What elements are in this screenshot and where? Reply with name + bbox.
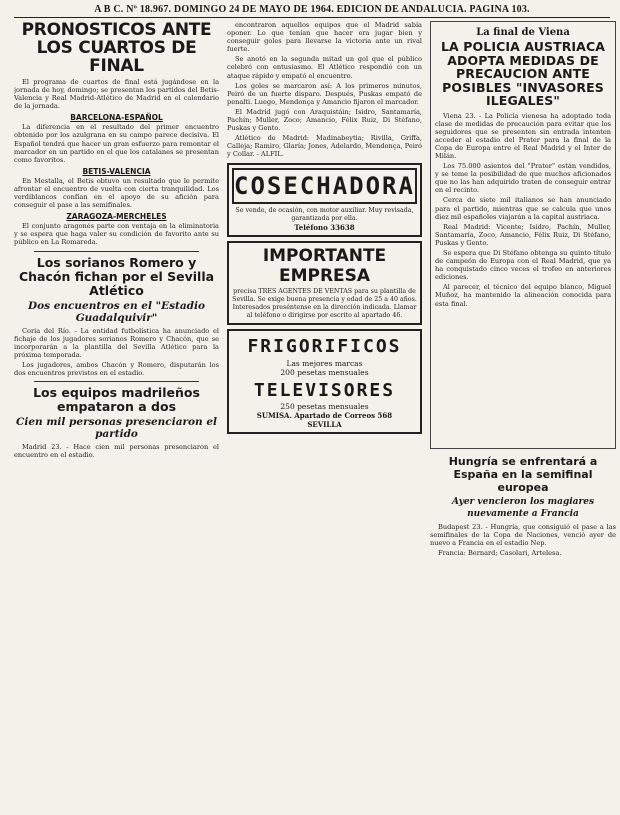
- ad-importante-empresa: [227, 241, 422, 325]
- ad-frigorificos: [227, 329, 422, 434]
- article-text: Al parecer, el técnico del equipo blanco, Miguel Muñoz, ha mantenido la alineación conocida para esta final.: [435, 283, 611, 308]
- headline-madrilenos: Los equipos madrileños empataron a dos: [33, 385, 200, 415]
- article-text: Real Madrid: Vicente; Isidro, Pachín, Muller, Santamaría, Zoco, Amancio, Félix Ruiz, Di Stéfano, Puskas y Gento.: [435, 222, 611, 247]
- column-middle: [227, 21, 422, 801]
- ad-tv-line1: 250 pesetas mensuales: [280, 401, 369, 411]
- ad-empresa-title: IMPORTANTE EMPRESA: [262, 245, 387, 286]
- headline-pronosticos: PRONOSTICOS ANTE LOS CUARTOS DE FINAL: [21, 21, 212, 76]
- article-text: Atlético de Madrid: Madinabeytia; Rivilla, Griffa, Calleja; Ramiro, Glaría; Jones, Adelardo, Mendonça, Peiró y Collar. - ALFIL.: [227, 134, 422, 159]
- subheadline-estadio: Dos encuentros en el "Estadio Guadalquivir": [28, 299, 205, 324]
- article-text: El conjunto aragonés parte con ventaja en la eliminatoria y se espera que haga valer su condición de favorito ante su público en La Romareda.: [14, 222, 219, 247]
- article-text: Los 75.000 asientos del "Prater" están vendidos, y se teme la posibilidad de que muchos aficionados que no las han adquirido traten de conseguir entrar en el recinto.: [435, 162, 611, 195]
- ad-cosechadora-text: Se vende, de ocasión, con motor auxiliar. Muy revisada, garantizada por ella.: [235, 206, 414, 222]
- ad-cosechadora-phone: Teléfono 33638: [294, 222, 355, 232]
- headline-hungria: Hungría se enfrentará a España en la semifinal europea: [448, 455, 598, 494]
- article-text: Cerca de siete mil italianos se han anunciado para el partido, mientras que se calcula que unos diez mil españoles viajarán a la capital austriaca.: [435, 196, 611, 221]
- article-text: Viena 23. - La Policía vienesa ha adoptado toda clase de medidas de precaución para evitar que los seguidores que se presenten sin entrada intenten acceder al estadio del Prater para la final de la Copa de Europa entre el Real Madrid y el Inter de Milán.: [435, 111, 611, 160]
- column-right: [430, 21, 616, 801]
- ad-tv-line2: SUMISA. Apartado de Correos 568: [256, 410, 393, 420]
- column-left: [14, 21, 219, 801]
- ad-tv-city: SEVILLA: [307, 419, 342, 429]
- article-text: El programa de cuartos de final está jugándose en la jornada de hoy, domingo; se presentan los partidos del Betis-Valencia y Real Madrid-Atlético de Madrid en el calendario de la jornada.: [14, 78, 219, 111]
- section-subhead: ZARAGOZA-MERCHELES: [66, 212, 167, 222]
- article-text: Los jugadores, ambos Chacón y Romero, disputarán los dos encuentros previstos en el estadio.: [14, 360, 219, 377]
- divider: [34, 251, 199, 252]
- article-text: El Madrid jugó con Araquistáin; Isidro, Santamaría, Pachín; Muller, Zoco; Amancio, Félix Ruiz, Di Stéfano, Puskas y Gento.: [227, 107, 422, 133]
- boxed-article-viena: [430, 21, 616, 449]
- article-text: encontraron aquellos equipos que el Madrid sabía oponer. Lo que tenían que hacer era jugar bien y conseguir goles para llevarse la victoria ante un rival fuerte.: [227, 21, 422, 54]
- article-text: Se anotó en la segunda mitad un gol que el público celebró con entusiasmo. El Atlético respondió con un ataque rápido y empató el encuentro.: [227, 55, 422, 80]
- ad-empresa-text: precisa TRES AGENTES DE VENTAS para su plantilla de Sevilla. Se exige buena presencia y edad de 25 a 40 años. Interesados preséntense en la dirección indicada. Llamar al teléfono o dirigirse por escrito al apartado 46.: [232, 287, 417, 319]
- ad-frig-title: FRIGORIFICOS: [247, 335, 402, 357]
- ad-frig-line2: 200 pesetas mensuales: [280, 367, 369, 377]
- article-hungria: [430, 455, 616, 557]
- ad-tv-title: TELEVISORES: [253, 379, 396, 401]
- article-text: La diferencia en el resultado del primer encuentro obtenido por los azulgrana en su campo parece decisiva. El Español tendrá que hacer un gran esfuerzo para remontar el marcador en un partido en el que los catalanes se presentan como favoritos.: [14, 123, 219, 164]
- article-text: Coria del Río. - La entidad futbolística ha anunciado el fichaje de los jugadores sorianos Romero y Chacón, que se incorporarán a la plantilla del Sevilla Atlético para la próxima temporada.: [14, 326, 219, 359]
- article-text: Francia: Bernard; Casolari, Artelesa.: [438, 549, 562, 558]
- article-text: Los goles se marcaron así: A los primeros minutos, Peiró de un fuerte disparo. Después, Puskas empató de penalti. Luego, Mendonça y Amancio fijaron el marcador.: [227, 81, 422, 106]
- divider: [34, 381, 199, 382]
- page-header: A B C. Nº 18.967. DOMINGO 24 DE MAYO DE 1964. EDICION DE ANDALUCIA. PAGINA 103.: [14, 4, 610, 18]
- ad-cosechadora: [227, 163, 422, 237]
- headline-policia-austriaca: LA POLICIA AUSTRIACA ADOPTA MEDIDAS DE PRECAUCION ANTE POSIBLES "INVASORES ILEGALES": [440, 39, 605, 108]
- ad-frig-line1: Las mejores marcas: [286, 358, 363, 368]
- kicker-final-viena: La final de Viena: [476, 27, 570, 38]
- subheadline-cien-mil: Cien mil personas presenciaron el partido: [16, 416, 217, 441]
- ad-cosechadora-title: COSECHADORA: [232, 168, 417, 204]
- article-text: Se espera que Di Stéfano obtenga su quinto título de campeón de Europa con el Real Madrid, que ya ha conquistado cinco veces el trofeo en anteriores ediciones.: [435, 249, 611, 282]
- section-subhead: BETIS-VALENCIA: [82, 166, 151, 176]
- headline-sorianos: Los sorianos Romero y Chacón fichan por el Sevilla Atlético: [18, 254, 215, 298]
- subheadline-magiares: Ayer vencieron los magiares nuevamente a Francia: [451, 497, 595, 519]
- section-subhead: BARCELONA-ESPAÑOL: [70, 113, 163, 123]
- article-text: Budapest 23. - Hungría, que consiguió el pase a las semifinales de la Copa de Naciones, venció ayer de nuevo a Francia en el estadio Nep.: [430, 523, 616, 548]
- columns: [14, 21, 616, 801]
- article-text: Madrid 23. - Hace cien mil personas presenciaron el encuentro en el estadio.: [14, 443, 219, 460]
- article-text: En Mestalla, el Betis obtuvo un resultado que le permite afrontar el encuentro de vuelta con cierta tranquilidad. Los verdiblancos confían en el apoyo de su afición para conseguir el pase a las semifinales.: [14, 176, 219, 210]
